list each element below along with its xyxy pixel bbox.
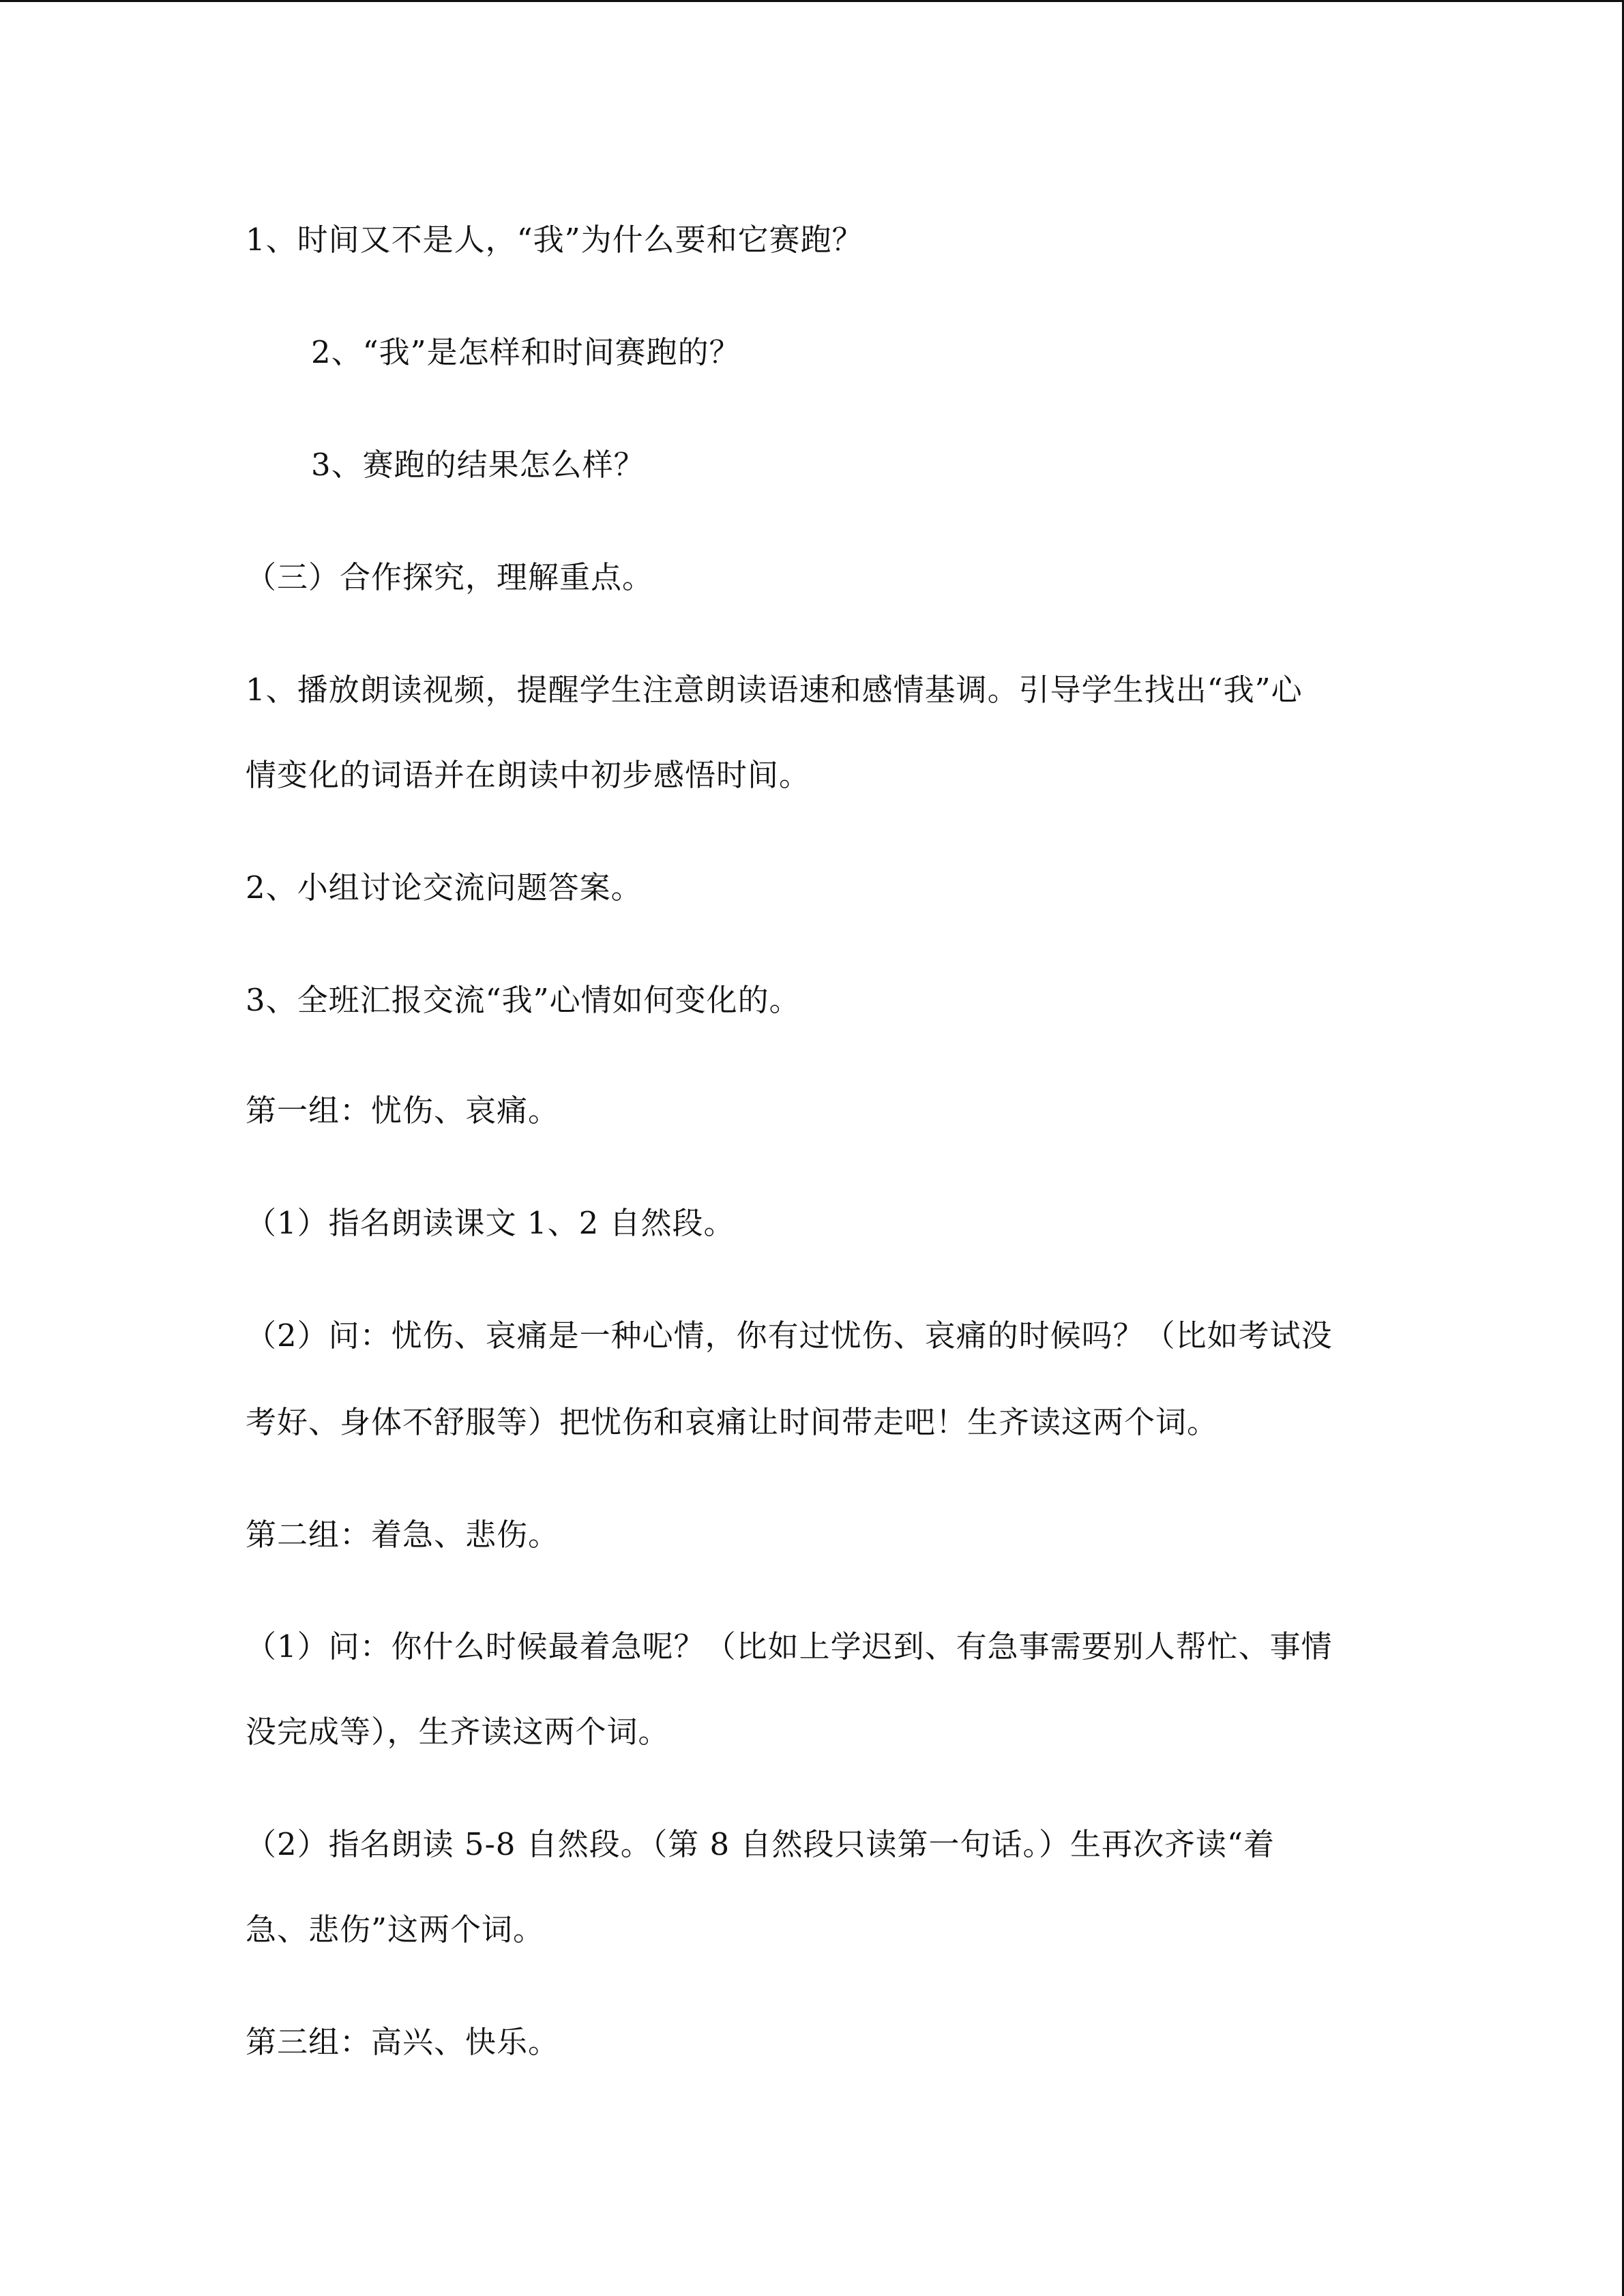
- paragraph-line: 急、悲伤”这两个词。: [246, 1911, 545, 1948]
- question-line-1: 1、时间又不是人，“我”为什么要和它赛跑？: [246, 222, 863, 258]
- section-heading: （三）合作探究，理解重点。: [246, 559, 654, 595]
- paragraph-line: 2、小组讨论交流问题答案。: [246, 869, 643, 906]
- paragraph-line: （1）问：你什么时候最着急呢？（比如上学迟到、有急事需要别人帮忙、事情: [246, 1628, 1333, 1665]
- paragraph-line: 1、播放朗读视频，提醒学生注意朗读语速和感情基调。引导学生找出“我”心: [246, 672, 1303, 708]
- group-heading: 第一组：忧伤、哀痛。: [246, 1092, 560, 1129]
- question-line-2: 2、“我”是怎样和时间赛跑的？: [311, 334, 741, 370]
- question-line-3: 3、赛跑的结果怎么样？: [311, 447, 645, 483]
- page-top-border: [0, 0, 1624, 2]
- paragraph-line: （2）指名朗读 5-8 自然段。（第 8 自然段只读第一句话。）生再次齐读“着: [246, 1826, 1275, 1862]
- group-heading: 第二组：着急、悲伤。: [246, 1517, 560, 1553]
- paragraph-line: 没完成等），生齐读这两个词。: [246, 1714, 670, 1750]
- paragraph-line: （2）问：忧伤、哀痛是一种心情，你有过忧伤、哀痛的时候吗？（比如考试没: [246, 1317, 1333, 1354]
- paragraph-line: 3、全班汇报交流“我”心情如何变化的。: [246, 982, 801, 1018]
- group-heading: 第三组：高兴、快乐。: [246, 2024, 560, 2060]
- paragraph-line: 考好、身体不舒服等）把忧伤和哀痛让时间带走吧！生齐读这两个词。: [246, 1404, 1219, 1440]
- paragraph-line: 情变化的词语并在朗读中初步感悟时间。: [246, 757, 811, 793]
- paragraph-line: （1）指名朗读课文 1、2 自然段。: [246, 1205, 735, 1241]
